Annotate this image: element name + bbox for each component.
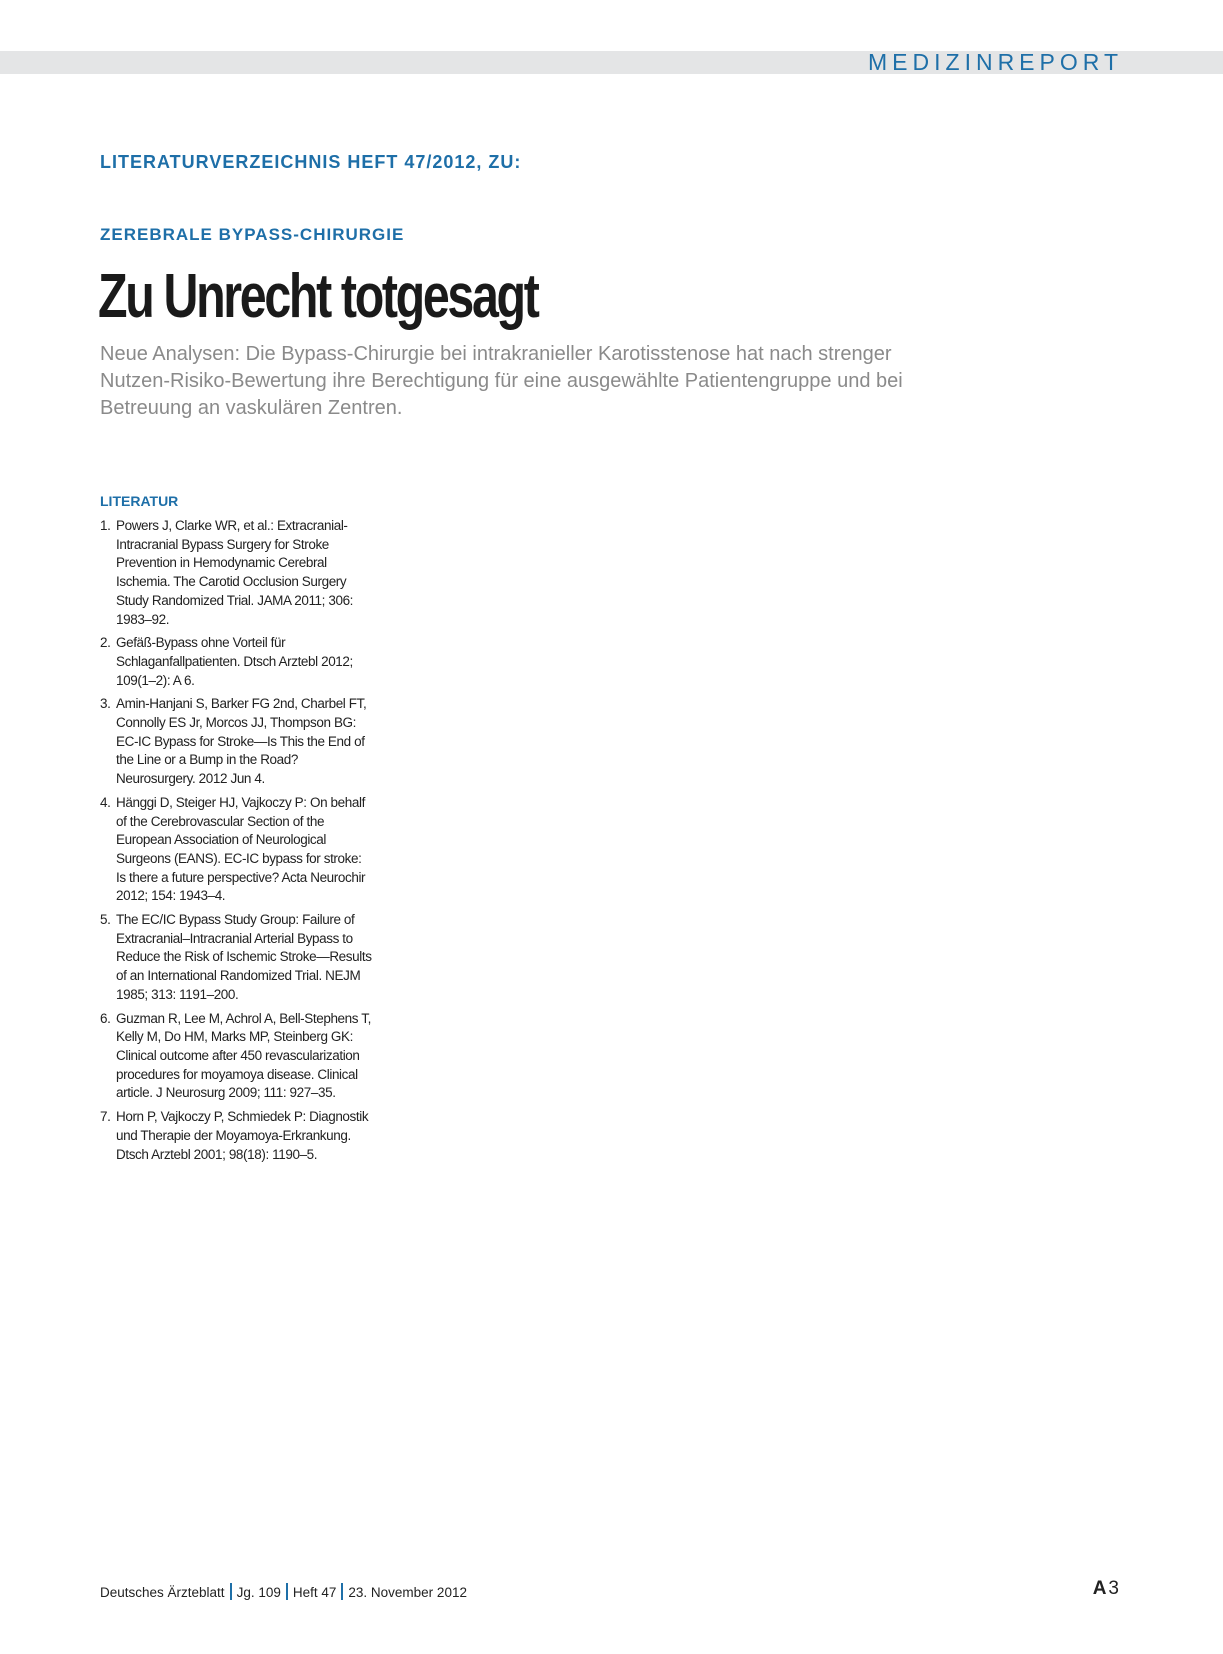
reference-number: 4. xyxy=(100,794,111,810)
reference-number: 3. xyxy=(100,696,111,712)
kicker: LITERATURVERZEICHNIS HEFT 47/2012, ZU: xyxy=(100,152,522,172)
page-title: Zu Unrecht totgesagt xyxy=(98,262,538,331)
journal-volume: Jg. 109 xyxy=(236,1585,281,1600)
overline: ZEREBRALE BYPASS-CHIRURGIE xyxy=(100,225,405,244)
reference-text: Gefäß-Bypass ohne Vorteil für Schlaganfallpatienten. Dtsch Arztebl 2012; 109(1–2): A 6. xyxy=(116,635,353,688)
reference-text: Guzman R, Lee M, Achrol A, Bell-Stephens T, Kelly M, Do HM, Marks MP, Steinberg GK: Clinical outcome after 450 revascularization procedures for moyamoya disease. Clinical article. J Neurosurg 2009; 111: 927–35. xyxy=(116,1010,371,1101)
reference-text: Horn P, Vajkoczy P, Schmiedek P: Diagnostik und Therapie der Moyamoya-Erkrankung. Dtsch Arztebl 2001; 98(18): 1190–5. xyxy=(116,1109,369,1162)
reference-number: 1. xyxy=(100,518,111,533)
reference-number: 5. xyxy=(100,912,111,928)
reference-item xyxy=(100,794,372,906)
section-label: MEDIZINREPORT xyxy=(868,49,1123,75)
journal-issue: Heft 47 xyxy=(292,1585,337,1600)
references-heading: LITERATUR xyxy=(100,493,179,509)
page-prefix: A xyxy=(1092,1578,1107,1599)
journal-name: Deutsches Ärzteblatt xyxy=(100,1585,225,1600)
reference-text: The EC/IC Bypass Study Group: Failure of Extracranial–Intracranial Arterial Bypass to Reduce the Risk of Ischemic Stroke—Results of an International Randomized Trial. NEJM 1985; 313: 1191–200. xyxy=(116,912,372,1002)
lead-paragraph: Neue Analysen: Die Bypass-Chirurgie bei intrakranieller Karotisstenose hat nach strenger Nutzen-Risiko-Bewertung ihre Berechtigung für eine ausgewählte Patientengruppe und bei Betreuung an vaskulären Zentren. xyxy=(100,343,903,419)
footer-divider xyxy=(286,1583,288,1600)
reference-item xyxy=(100,517,372,629)
reference-number: 2. xyxy=(100,635,111,651)
issue-date: 23. November 2012 xyxy=(348,1585,467,1600)
reference-item xyxy=(100,634,372,690)
page-number xyxy=(1093,1578,1119,1600)
page-number-value: 3 xyxy=(1108,1578,1119,1599)
reference-list xyxy=(100,517,372,1169)
reference-text: Amin-Hanjani S, Barker FG 2nd, Charbel FT, Connolly ES Jr, Morcos JJ, Thompson BG: EC-IC Bypass for Stroke—Is This the End of the Line or a Bump in the Road? Neurosurgery. 2012 Jun 4. xyxy=(116,696,367,787)
reference-text: Hänggi D, Steiger HJ, Vajkoczy P: On behalf of the Cerebrovascular Section of the European Association of Neurological Surgeons (EANS). EC-IC bypass for stroke: Is there a future perspective? Acta Neurochir 2012; 154: 1943–4. xyxy=(116,794,366,904)
footer-citation xyxy=(100,1583,467,1600)
reference-item xyxy=(100,1108,372,1164)
reference-item xyxy=(100,695,372,789)
footer-divider xyxy=(341,1583,343,1600)
reference-item xyxy=(100,911,372,1005)
reference-item xyxy=(100,1010,372,1104)
reference-text: Powers J, Clarke WR, et al.: Extracranial-Intracranial Bypass Surgery for Stroke Prevention in Hemodynamic Cerebral Ischemia. The Carotid Occlusion Surgery Study Randomized Trial. JAMA 2011; 306: 1983–92. xyxy=(116,518,354,627)
reference-number: 6. xyxy=(100,1010,111,1026)
footer-divider xyxy=(230,1583,232,1600)
reference-number: 7. xyxy=(100,1109,111,1125)
